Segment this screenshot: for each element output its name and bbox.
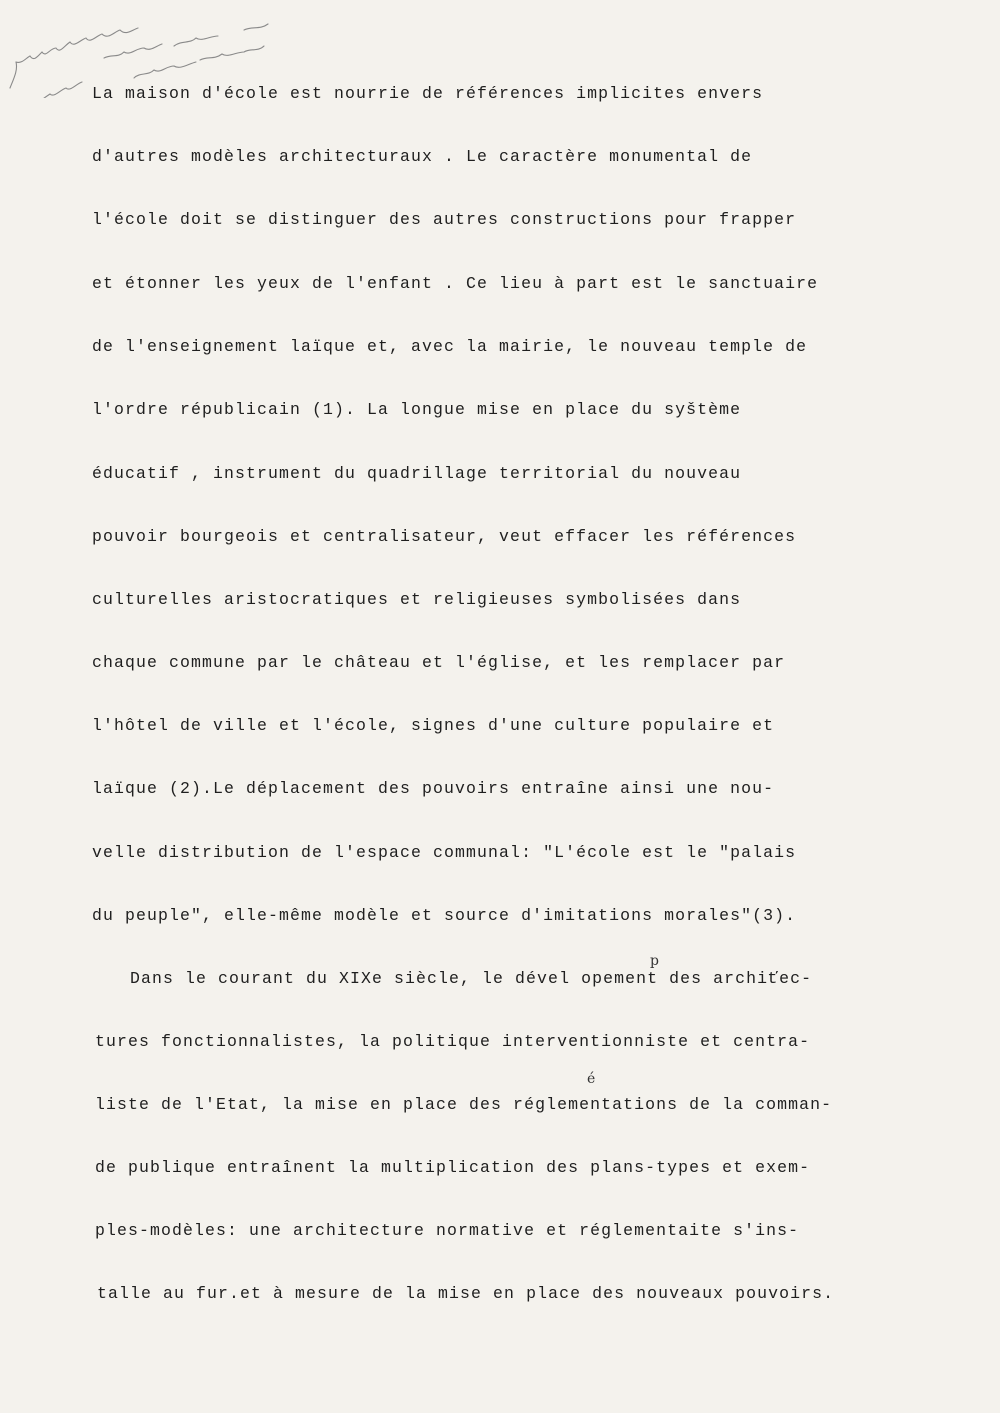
text-line: talle au fur.et à mesure de la mise en place des nouveaux pouvoirs. [97, 1284, 835, 1303]
text-line: du peuple", elle-même modèle et source d'imitations morales"(3). [92, 906, 797, 925]
text-line: laïque (2).Le déplacement des pouvoirs entraîne ainsi une nou- [92, 779, 775, 798]
text-line: et étonner les yeux de l'enfant . Ce lieu à part est le sanctuaire [92, 274, 819, 293]
text-line: éducatif , instrument du quadrillage territorial du nouveau [92, 464, 742, 483]
text-line: l'ordre républicain (1). La longue mise en place du syštème [92, 400, 742, 419]
text-line: l'école doit se distinguer des autres constructions pour frapper [92, 210, 797, 229]
text-line: culturelles aristocratiques et religieuses symbolisées dans [92, 590, 742, 609]
text-line: La maison d'école est nourrie de références implicites envers [92, 84, 764, 103]
text-line: de l'enseignement laïque et, avec la mairie, le nouveau temple de [92, 337, 808, 356]
text-line: tures fonctionnalistes, la politique interventionniste et centra- [95, 1032, 811, 1051]
text-line: Dans le courant du XIXe siècle, le dével opement des archiťec- [130, 969, 813, 988]
text-line: chaque commune par le château et l'église, et les remplacer par [92, 653, 786, 672]
handwritten-accent-e: é [587, 1071, 596, 1087]
text-line: pouvoir bourgeois et centralisateur, veut effacer les références [92, 527, 797, 546]
text-line: d'autres modèles architecturaux . Le caractère monumental de [92, 147, 753, 166]
text-line: de publique entraînent la multiplication des plans-types et exem- [95, 1158, 811, 1177]
text-line: l'hôtel de ville et l'école, signes d'une culture populaire et [92, 716, 775, 735]
text-line: velle distribution de l'espace communal: "L'école est le "palais [92, 843, 797, 862]
text-line: liste de l'Etat, la mise en place des réglementations de la comman- [95, 1095, 833, 1114]
handwritten-insert-p: p [650, 953, 659, 969]
text-line: ples-modèles: une architecture normative et réglementaite s'ins- [95, 1221, 800, 1240]
